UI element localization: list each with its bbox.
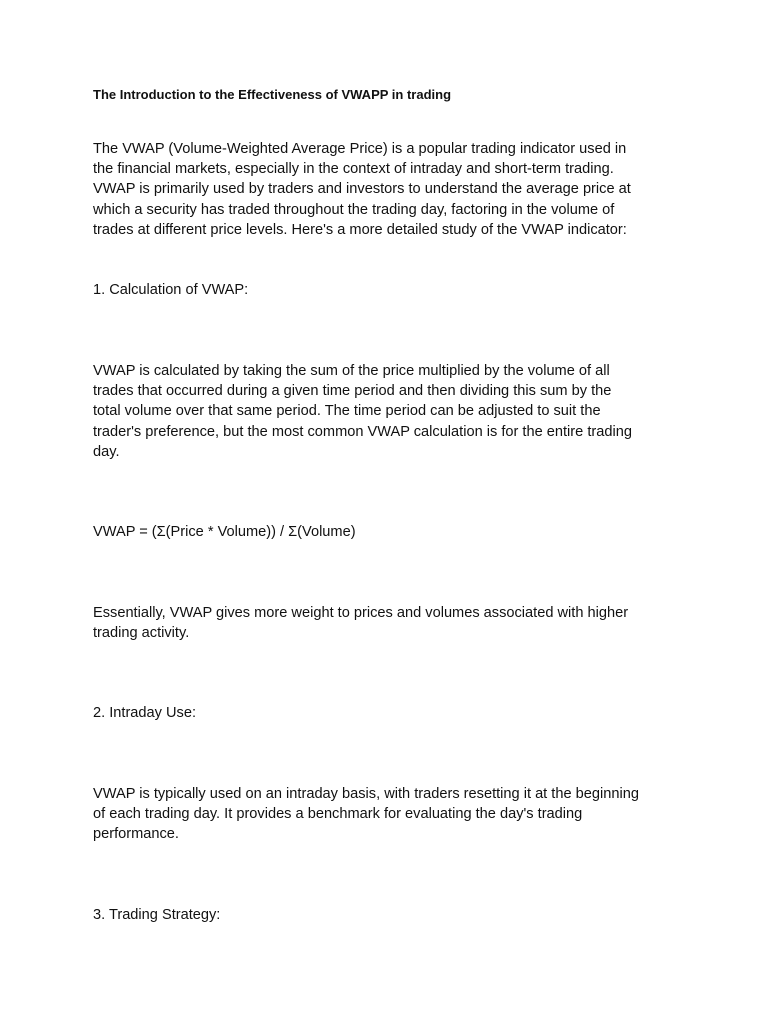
- vwap-formula: VWAP = (Σ(Price * Volume)) / Σ(Volume): [93, 524, 356, 540]
- document-title: The Introduction to the Effectiveness of VWAPP in trading: [93, 87, 452, 102]
- intraday-paragraph: VWAP is typically used on an intraday basis, with traders resetting it at the beginning of each trading day. It provides a benchmark for evaluating the day's trading performance.: [93, 786, 639, 843]
- section-heading-calculation: 1. Calculation of VWAP:: [93, 282, 249, 298]
- calculation-paragraph: VWAP is calculated by taking the sum of the price multiplied by the volume of all trades that occurred during a given time period and then dividing this sum by the total volume over that same period. The time period can be adjusted to suit the trader's preference, but the most common VWAP calculation is for the entire trading day.: [93, 363, 632, 460]
- intro-paragraph: The VWAP (Volume-Weighted Average Price) is a popular trading indicator used in the financial markets, especially in the context of intraday and short-term trading. VWAP is primarily used by traders and investors to understand the average price at which a security has traded throughout the trading day, factoring in the volume of trades at different price levels. Here's a more detailed study of the VWAP indicator:: [93, 141, 631, 238]
- section-heading-intraday: 2. Intraday Use:: [93, 705, 197, 721]
- weight-paragraph: Essentially, VWAP gives more weight to prices and volumes associated with higher trading activity.: [93, 605, 629, 642]
- section-heading-strategy: 3. Trading Strategy:: [93, 907, 221, 923]
